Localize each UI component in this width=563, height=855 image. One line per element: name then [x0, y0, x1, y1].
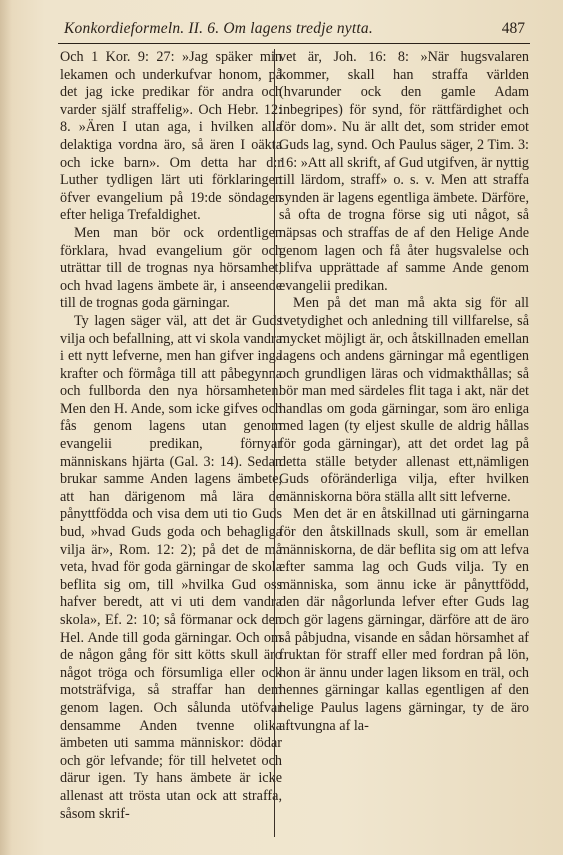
right-paragraph-2: Men på det man må akta sig för all tvetydighet och anledning till villfarelse, så mycket möjligt är, och åtskillnaden emellan lagens och andens gärningar må egentligen och grundligen läras och vidmakthållas; så bör man med särdeles flit taga i akt, när det handlas om goda gärningar, som äro enliga med lagen (ty eljest skulle de aldrig hållas för goda gärningar), att det ordet lag på detta ställe betyder allenast ett,nämligen Guds oföränderliga vilja, efter hvilken människorna böra ställa allt sitt lefverne. [279, 295, 529, 505]
right-paragraph-1: vet är, Joh. 16: 8: »När hugsvalaren kommer, skall han straffa världen (hvarunder ock den gamle Adam inbegripes) för synd, för rättfärdighet och för dom». Nu är allt det, som strider emot Guds lag, synd. Och Paulus säger, 2 Tim. 3: 16: »Att all skrift, af Gud utgifven, är nyttig till lärdom, straff» o. s. v. Men att straffa synden är lagens egentliga ämbete. Därföre, så ofta de trogna förse sig uti något, så näpsas och straffas de af den Helige Ande genom lagen och få åter hugsvalelse och blifva upprättade af samme Ande genom evangelii predikan. [279, 49, 529, 294]
left-paragraph-2: Men man bör ock ordentligen förklara, hvad evangelium gör och uträttar till de trognas nya hörsamhet, och hvad lagens ämbete är, i anseende till de trognas goda gärningar. [60, 224, 282, 312]
left-paragraph-3: Ty lagen säger väl, att det är Guds vilja och befallning, att vi skola vandra i ett nytt lefverne, men han gifver inga krafter och förmåga till att påbegynna och fullborda den nya hörsamheten. Men den H. Ande, som icke gifves och fås genom lagens utan genom evangelii predikan, förnyar människans hjärta (Gal. 3: 14). Sedan brukar samme Anden lagens ämbete, att han därigenom må lära de pånyttfödda och visa dem uti tio Guds bud, »hvad Guds goda och behagliga vilja är», Rom. 12: 2); på det de må veta, hvad för goda gärningar de skola beflita sig om, till »hvilka Gud oss hafver beredt, att vi uti dem vandra skola», Ef. 2: 10; så förmanar ock den Hel. Ande till goda gärningar. Och om de någon gång för sitt kötts skull äro något tröga och försumliga eller ock motsträfviga, så straffar han dem genom lagen. Och sålunda utöfvar densamme Anden tvenne olika ämbeten uti samma människor: dödar och gör lefvande; för till helvetet och därur igen. Ty hans ämbete är icke allenast att trösta utan ock att straffa, såsom skrif- [60, 312, 282, 822]
left-paragraph-1: Och 1 Kor. 9: 27: »Jag späker min lekamen och underkufvar honom, på det jag icke predikar för andra och varder själf straffelig». Och Hebr. 12: 8. »Ären I utan aga, i hvilken alla delaktiga vordna äro, så ären I oäkta och icke barn». Om detta har d:r Luther tydligen lärt uti förklaringen öfver evangelium på 19:de söndagen efter heliga Trefaldighet. [60, 49, 282, 224]
page-header [0, 20, 563, 42]
page-edge-shadow [0, 0, 12, 855]
page-number: 487 [501, 20, 525, 37]
right-column [279, 49, 529, 735]
running-title: Konkordieformeln. II. 6. Om lagens tredje nytta. [64, 20, 373, 37]
column-divider [274, 49, 275, 837]
header-rule [58, 43, 530, 44]
left-column [60, 49, 282, 823]
right-paragraph-3: Men det är en åtskillnad uti gärningarna för den åtskillnads skull, som är emellan människorna, de där beflita sig om att lefva efter samma lag och Guds vilja. Ty en människa, som ännu icke är pånyttfödd, den där någorlunda lefver efter Guds lag och gör lagens gärningar, därföre att de äro så påbjudna, visande en sådan hörsamhet af fruktan för straff eller med fordran på lön, hon är ännu under lagen liksom en träl, och hennes gärningar kallas egentligen af den helige Paulus lagens gärningar, ty de äro aftvungna af la- [279, 506, 529, 734]
